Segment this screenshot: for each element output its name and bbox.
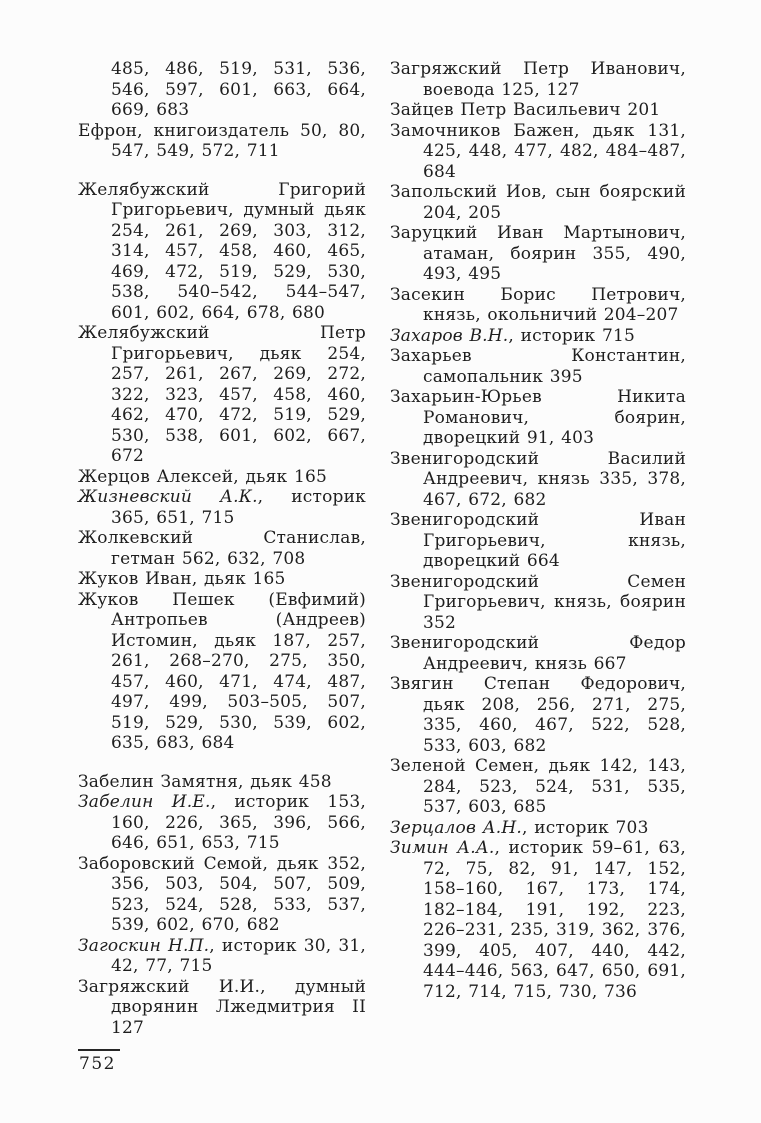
index-column-right [390,59,686,1038]
entry-references: , дьяк 142, 143, 284, 523, 524, 531, 535, 537, 603, 685 [423,756,686,817]
index-columns [78,59,686,1038]
entry-references: , князь, окольничий 204–207 [423,284,686,325]
entry-name: Ефрон [78,120,138,141]
index-entry [78,180,366,324]
index-entry [390,838,686,1002]
entry-name: Звенигородский Василий Андреевич [390,448,686,489]
entry-references: , князь, дворецкий 664 [423,530,686,571]
index-entry [390,326,686,347]
entry-name: Забелин И.Е. [78,792,211,812]
index-entry [390,818,686,839]
index-entry [390,449,686,511]
index-entry [78,936,366,977]
index-entry [78,528,366,569]
entry-references: , дьяк 131, 425, 448, 477, 482, 484–487, 684 [423,120,686,182]
entry-name: Желябужский Петр Григорьевич [78,323,366,364]
entry-references: , думный дьяк 254, 261, 269, 303, 312, 314, 457, 458, 460, 465, 469, 472, 519, 529, 530, 538, 540–542, 544–547, 601, 602, 664, 678, 680 [111,200,366,323]
entry-name: Звягин Степан Федорович [390,674,681,694]
index-entry [390,510,686,572]
entry-name: Захарьев Константин [390,346,681,366]
index-entry [78,792,366,854]
index-entry [390,674,686,756]
entry-references: 201 [620,100,661,120]
entry-name: Загряжский Петр Иванович [390,59,681,79]
entry-name: Запольский Иов [390,182,542,202]
entry-name: Засекин Борис Петрович [390,284,681,305]
entry-name: Жуков Иван [78,569,192,589]
entry-name: Загряжский И.И. [78,976,261,997]
entry-references: , историк 715 [508,325,635,346]
entry-name: Зайцев Петр Васильевич [390,100,621,120]
entry-name: Желябужский Григорий Григорьевич [78,179,366,220]
index-entry [390,182,686,223]
entry-references: , историк 153, 160, 226, 365, 396, 566, 646, 651, 653, 715 [111,792,366,853]
index-entry [390,572,686,634]
entry-name: Звенигородский Иван Григорьевич [390,510,686,551]
entry-name: Заруцкий Иван Мартынович [390,223,681,243]
entry-references: , князь, боярин 352 [423,592,686,633]
index-entry [390,223,686,285]
page-number: 752 [78,1049,120,1074]
entry-references: , гетман 562, 632, 708 [111,528,366,569]
entry-references: , атаман, боярин 355, 490, 493, 495 [423,223,686,284]
entry-references: , историк 30, 31, 42, 77, 715 [111,935,366,976]
entry-name: Зерцалов А.Н. [390,817,522,838]
entry-references: , боярин, дворецкий 91, 403 [423,407,686,448]
entry-name: Жуков Пешек (Евфимий) Антропьев (Андреев) Истомин [78,589,366,651]
index-entry [78,121,366,162]
entry-references: , дьяк 458 [238,771,332,792]
entry-references: , историк 59–61, 63, 72, 75, 82, 91, 147, 152, 158–160, 167, 173, 174, 182–184, 191, 192, 223, 226–231, 235, 319, 362, 376, 399, 405, 407, 440, 442, 444–446, 563, 647, 650, 691, 712, 714, 715, 730, 736 [423,838,686,1002]
index-entry [390,387,686,449]
index-entry [390,285,686,326]
entry-references: , самопальник 395 [423,346,686,387]
entry-references: , историк 365, 651, 715 [111,487,366,528]
index-entry [78,467,366,488]
index-column-left [78,59,366,1038]
entry-name: Звенигородский Семен Григорьевич [390,571,686,612]
entry-name: Жизневский А.К. [78,487,258,507]
entry-name: Замочников Бажен [390,120,575,141]
entry-name: Жолкевский Станислав [78,528,361,548]
index-entry [390,756,686,818]
entry-name: Зеленой Семен [390,756,534,776]
entry-references: , дьяк 352, 356, 503, 504, 507, 509, 523, 524, 528, 533, 537, 539, 602, 670, 682 [111,853,366,935]
index-entry [78,323,366,467]
entry-references: 485, 486, 519, 531, 536, 546, 597, 601, 663, 664, 669, 683 [111,59,366,120]
entry-name: Заборовский Семой [78,853,263,874]
entry-references: , князь 335, 378, 467, 672, 682 [423,469,686,510]
index-entry [78,772,366,793]
index-entry [390,100,686,121]
entry-references: , дьяк 208, 256, 271, 275, 335, 460, 467, 522, 528, 533, 603, 682 [423,674,686,756]
index-entry [78,977,366,1039]
entry-references: , дьяк 254, 257, 261, 267, 269, 272, 322, 323, 457, 458, 460, 462, 470, 472, 519, 529, 530, 538, 601, 602, 667, 672 [111,343,366,466]
entry-references: , дьяк 165 [233,466,327,487]
index-entry [78,569,366,590]
index-entry [390,121,686,183]
entry-references: , князь 667 [522,653,627,674]
entry-name: Захаров В.Н. [390,325,509,346]
entry-name: Зимин А.А. [390,838,495,858]
index-entry [390,633,686,674]
entry-references: , воевода 125, 127 [423,59,686,100]
entry-references: , думный дворянин Лжедмитрия II 127 [111,976,366,1038]
entry-name: Жерцов Алексей [78,466,234,487]
entry-references: , сын боярский 204, 205 [423,182,686,223]
index-entry [390,59,686,100]
index-entry [390,346,686,387]
index-entry [78,487,366,528]
entry-references: , дьяк 187, 257, 261, 268–270, 275, 350, 457, 460, 471, 474, 487, 497, 499, 503–505, 507, 519, 529, 530, 539, 602, 635, 683, 684 [111,630,366,753]
entry-references: , дьяк 165 [191,569,286,589]
index-entry [78,590,366,754]
entry-name: Забелин Замятня [78,771,239,792]
entry-references: , историк 703 [522,817,649,838]
entry-name: Загоскин Н.П. [78,935,210,956]
index-entry [78,854,366,936]
entry-name: Звенигородский Федор Андреевич [390,633,686,674]
entry-name: Захарьин-Юрьев Никита Романович [390,387,686,428]
index-entry [78,59,366,121]
entry-references: , книгоиздатель 50, 80, 547, 549, 572, 711 [111,120,366,161]
